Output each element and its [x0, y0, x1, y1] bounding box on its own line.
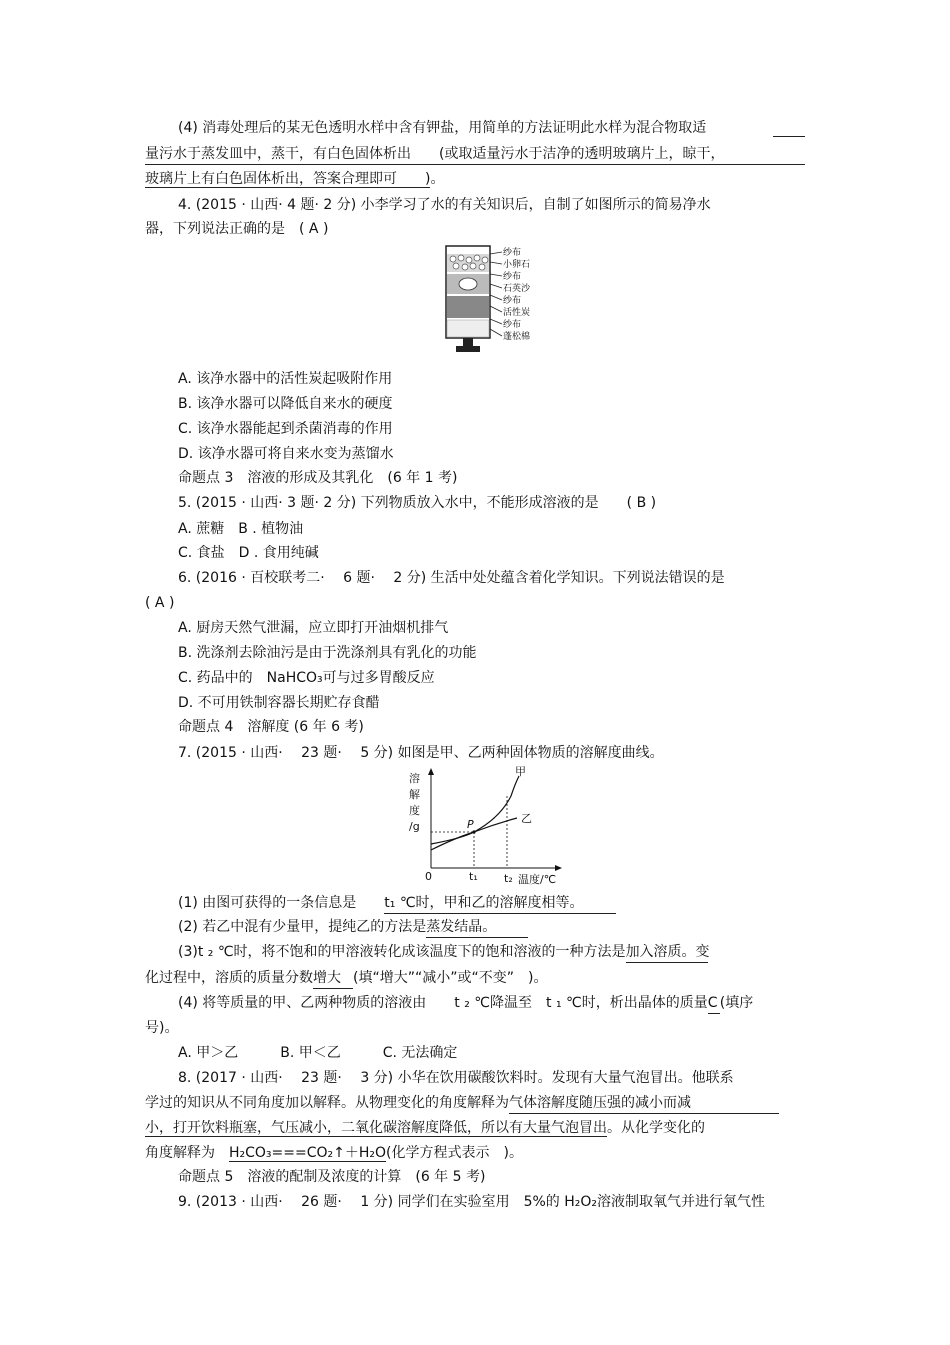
y-axis-label-1: 溶 — [409, 772, 420, 785]
q4-option-c: C. 该净水器能起到杀菌消毒的作用 — [178, 421, 393, 437]
q3-4-line3: 玻璃片上有白色固体析出，答案合理即可 )。 — [145, 171, 445, 187]
cotton-layer — [447, 320, 489, 337]
y-axis-arrow — [428, 768, 434, 775]
label-quartz-sand: 石英沙 — [503, 284, 531, 294]
q6-stem-line1: 6. (2016 · 百校联考二· 6 题· 2 分) 生活中处处蕴含着化学知识。下列说法错误的是 — [178, 570, 725, 586]
q4-stem-line1: 4. (2015 · 山西· 4 题· 2 分) 小李学习了水的有关知识后，自制了如图所示的简易净水 — [178, 197, 711, 213]
outlet — [463, 338, 473, 346]
q5-options-cd: C. 食盐 D . 食用纯碱 — [178, 545, 319, 561]
q7-sub4-line2: 号)。 — [145, 1020, 179, 1036]
q7-sub4-line1: (4) 将等质量的甲、乙两种物质的溶液由 t ₂ ℃降温至 t ₁ ℃时，析出晶体的质量C (填序 — [178, 993, 838, 1013]
q8-line4: 角度解释为 H₂CO₃===CO₂↑＋H₂O(化学方程式表示 )。 — [145, 1145, 523, 1161]
q7-sub3-line2: 化过程中，溶质的质量分数增大 (填“增大”“减小”或“不变” )。 — [145, 968, 805, 988]
q4-option-b: B. 该净水器可以降低自来水的硬度 — [178, 396, 393, 412]
t2-tick-label: t₂ — [504, 872, 513, 885]
q6-option-a: A. 厨房天然气泄漏，应立即打开油烟机排气 — [178, 620, 449, 636]
q7-sub3-line1: (3)t ₂ ℃时，将不饱和的甲溶液转化成该温度下的饱和溶液的一种方法是加入溶质。变 — [178, 942, 838, 962]
label-gauze-1: 纱布 — [503, 248, 522, 258]
q7-sub2: (2) 若乙中混有少量甲，提纯乙的方法是蒸发结晶。 — [178, 917, 838, 937]
label-gauze-4: 纱布 — [503, 320, 522, 330]
intersection-point-label: P — [467, 818, 474, 831]
label-gauze-3: 纱布 — [503, 296, 522, 306]
q5-options-ab: A. 蔗糖 B . 植物油 — [178, 521, 304, 537]
carbon-layer — [447, 296, 489, 318]
q3-4-line2: 量污水于蒸发皿中，蒸干，有白色固体析出 (或取适量污水于洁净的透明玻璃片上，晾干， — [145, 144, 805, 164]
y-axis-label-2: 解 — [409, 788, 420, 801]
q3-4-line1: (4) 消毒处理后的某无色透明水样中含有钾盐，用简单的方法证明此水样为混合物取适 — [178, 120, 707, 136]
outlet-cap — [456, 346, 480, 352]
q4-option-a: A. 该净水器中的活性炭起吸附作用 — [178, 371, 393, 387]
solubility-curve-figure — [405, 766, 570, 892]
q5-stem: 5. (2015 · 山西· 3 题· 2 分) 下列物质放入水中，不能形成溶液的是 ( B ) — [178, 495, 657, 511]
q6-option-d: D. 不可用铁制容器长期贮存食醋 — [178, 695, 380, 711]
topic-5-heading: 命题点 5 溶液的配制及浓度的计算 (6 年 5 考) — [178, 1169, 486, 1185]
q6-option-b: B. 洗涤剂去除油污是由于洗涤剂具有乳化的功能 — [178, 645, 477, 661]
origin-label: 0 — [425, 870, 432, 883]
curve-jia — [431, 776, 519, 844]
q7-sub4-options: A. 甲＞乙 B. 甲＜乙 C. 无法确定 — [178, 1045, 458, 1061]
curve-yi-label: 乙 — [521, 812, 532, 825]
sand-label-oval — [459, 278, 477, 290]
q9-line1: 9. (2013 · 山西· 26 题· 1 分) 同学们在实验室用 5%的 H₂O₂溶液制取氧气并进行氧气性 — [178, 1194, 766, 1210]
label-pebbles: 小卵石 — [503, 260, 531, 270]
x-axis-label: 温度/℃ — [518, 873, 557, 886]
y-axis-label-4: /g — [409, 820, 420, 833]
y-axis-label-3: 度 — [409, 804, 420, 817]
intersection-point — [472, 830, 475, 833]
topic-4-heading: 命题点 4 溶解度 (6 年 6 考) — [178, 719, 364, 735]
q8-line3: 小，打开饮料瓶塞，气压减小，二氧化碳溶解度降低，所以有大量气泡冒出。从化学变化的 — [145, 1120, 705, 1136]
curve-jia-label: 甲 — [515, 766, 526, 778]
t1-tick-label: t₁ — [469, 870, 478, 883]
q7-stem: 7. (2015 · 山西· 23 题· 5 分) 如图是甲、乙两种固体物质的溶解度曲线。 — [178, 745, 664, 761]
q6-option-c: C. 药品中的 NaHCO₃可与过多胃酸反应 — [178, 670, 435, 686]
q7-sub1: (1) 由图可获得的一条信息是 t₁ ℃时，甲和乙的溶解度相等。 — [178, 893, 838, 913]
q4-option-d: D. 该净水器可将自来水变为蒸馏水 — [178, 446, 394, 462]
label-activated-carbon: 活性炭 — [503, 308, 531, 318]
q4-stem-line2: 器，下列说法正确的是 ( A ) — [145, 221, 329, 237]
water-purifier-figure — [444, 244, 536, 364]
q8-line2: 学过的知识从不同角度加以解释。从物理变化的角度解释为气体溶解度随压强的减小而减 — [145, 1093, 805, 1113]
label-gauze-2: 纱布 — [503, 272, 522, 282]
q6-stem-line2: ( A ) — [145, 595, 175, 611]
x-axis-arrow — [555, 865, 562, 871]
topic-3-heading: 命题点 3 溶液的形成及其乳化 (6 年 1 考) — [178, 470, 458, 486]
q8-line1: 8. (2017 · 山西· 23 题· 3 分) 小华在饮用碳酸饮料时。发现有大量气泡冒出。他联系 — [178, 1070, 734, 1086]
answer-underline — [773, 136, 805, 137]
label-cotton: 蓬松棉 — [503, 332, 531, 342]
